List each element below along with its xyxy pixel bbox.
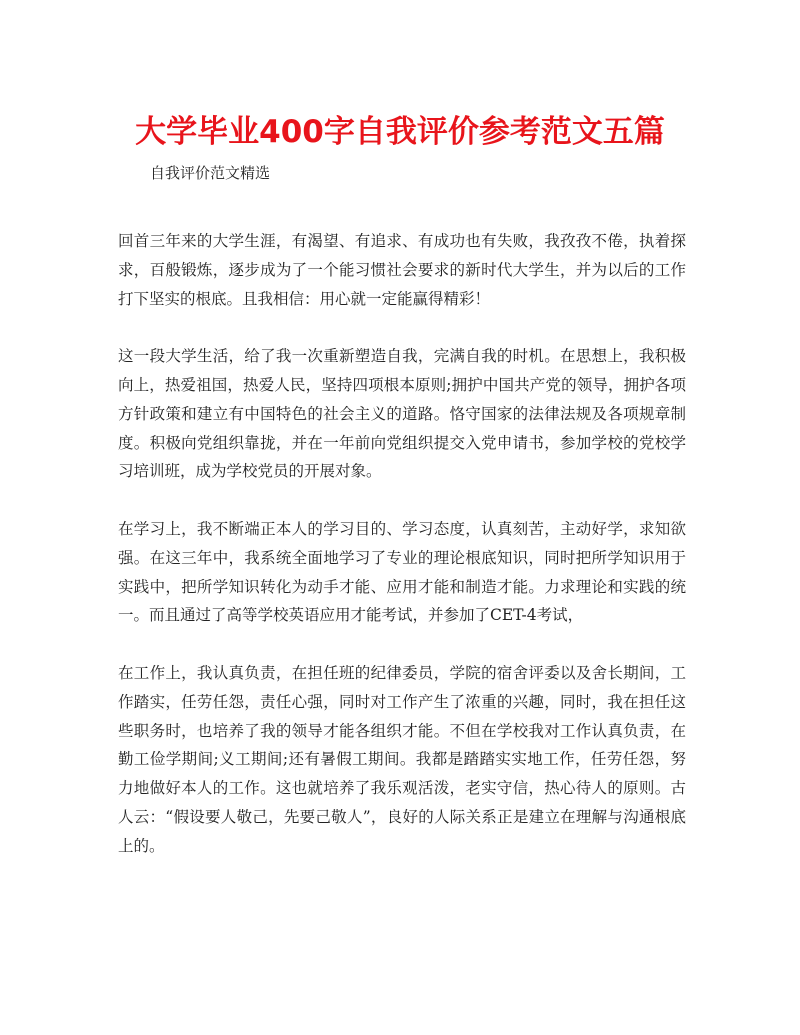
paragraph-3: 在学习上，我不断端正本人的学习目的、学习态度，认真刻苦，主动好学，求知欲强。在这三年中，我系统全面地学习了专业的理论根底知识，同时把所学知识用于实践中，把所学知识转化为动手才能、应用才能和制造才能。力求理论和实践的统一。而且通过了高等学校英语应用才能考试，并参加了CET-4考试， <box>118 519 686 625</box>
document-body <box>118 227 686 889</box>
document-title: 大学毕业400字自我评价参考范文五篇 <box>135 114 665 150</box>
document-subtitle: 自我评价范文精选 <box>150 164 271 182</box>
paragraph-2: 这一段大学生活，给了我一次重新塑造自我，完满自我的时机。在思想上，我积极向上，热爱祖国，热爱人民，坚持四项根本原则;拥护中国共产党的领导，拥护各项方针政策和建立有中国特色的社会主义的道路。恪守国家的法律法规及各项规章制度。积极向党组织靠拢，并在一年前向党组织提交入党申请书，参加学校的党校学习培训班，成为学校党员的开展对象。 <box>118 347 686 481</box>
paragraph-4: 在工作上，我认真负责，在担任班的纪律委员，学院的宿舍评委以及舍长期间，工作踏实，任劳任怨，责任心强，同时对工作产生了浓重的兴趣，同时，我在担任这些职务时，也培养了我的领导才能各组织才能。不但在学校我对工作认真负责，在勤工俭学期间;义工期间;还有暑假工期间。我都是踏踏实实地工作，任劳任怨，努力地做好本人的工作。这也就培养了我乐观活泼，老实守信，热心待人的原则。古人云：“假设要人敬己，先要己敬人”，良好的人际关系正是建立在理解与沟通根底上的。 <box>118 663 686 855</box>
paragraph-1: 回首三年来的大学生涯，有渴望、有追求、有成功也有失败，我孜孜不倦，执着探求，百般锻炼，逐步成为了一个能习惯社会要求的新时代大学生，并为以后的工作打下坚实的根底。且我相信：用心就一定能赢得精彩！ <box>118 232 686 308</box>
